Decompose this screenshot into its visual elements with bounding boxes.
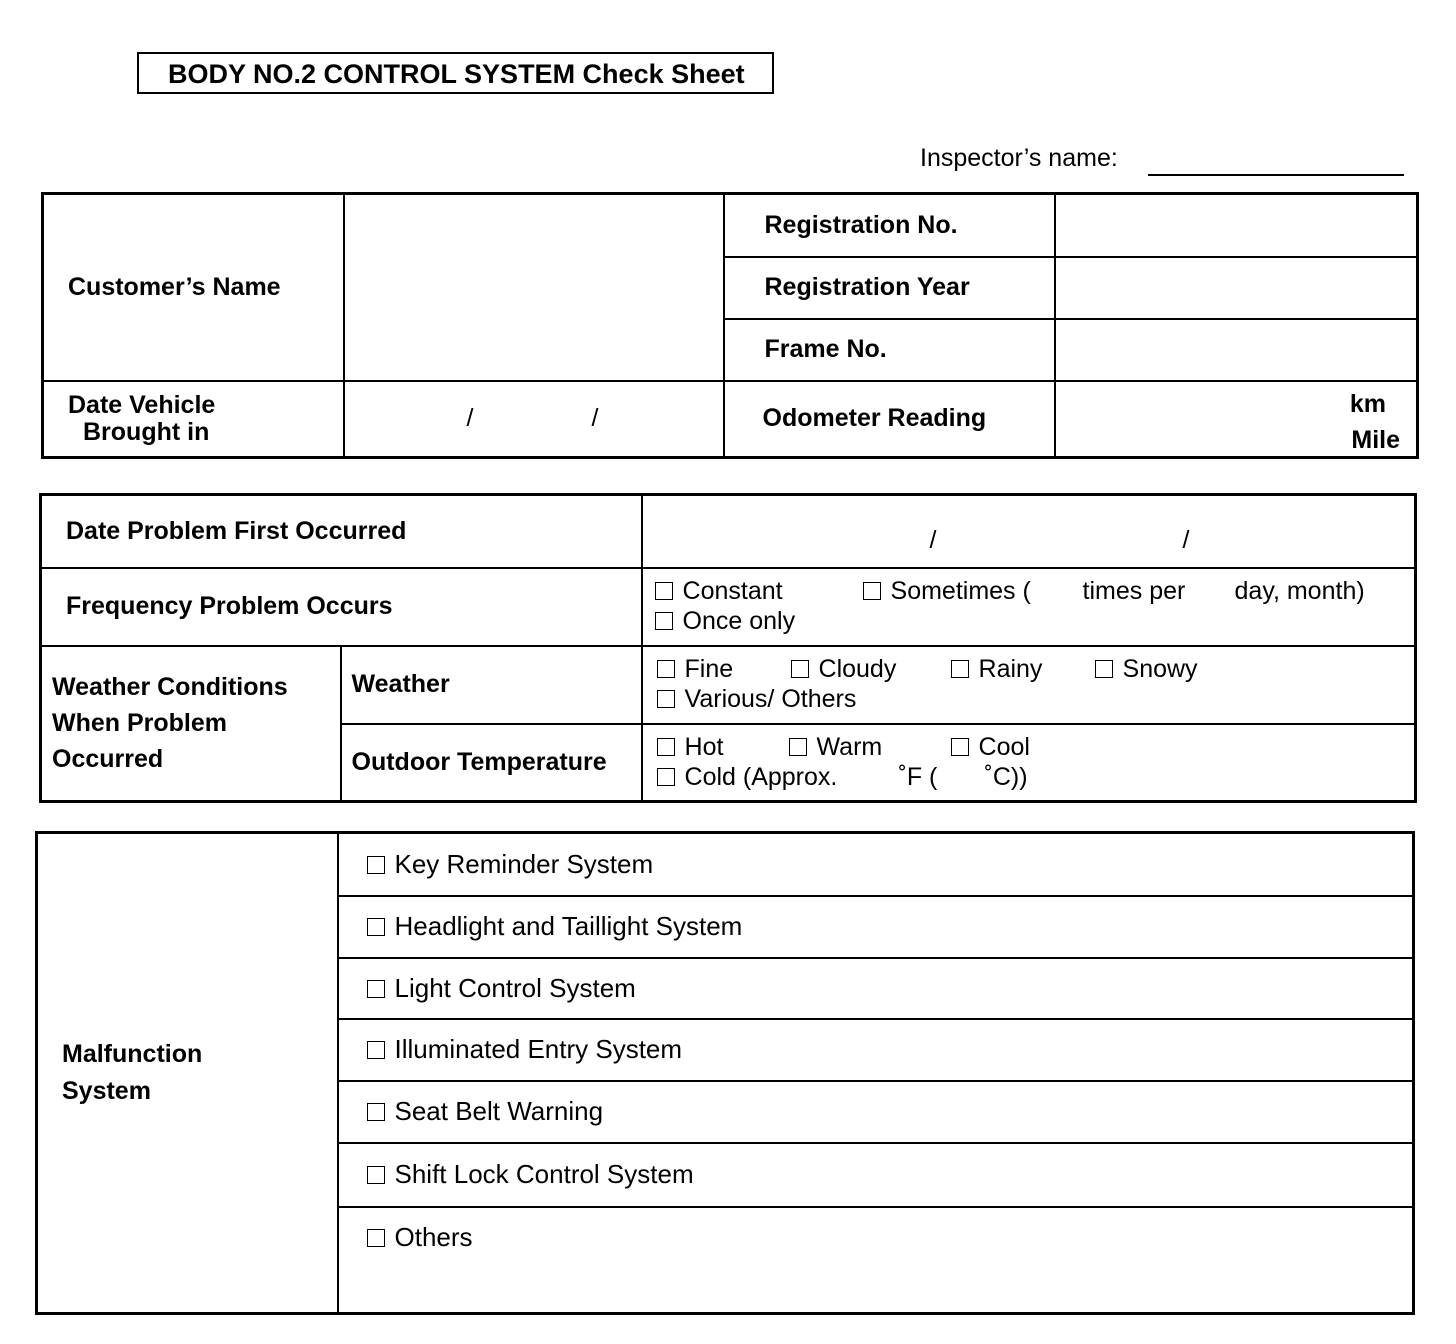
checkbox-icon[interactable] bbox=[1095, 660, 1113, 678]
weather-conditions-line3: Occurred bbox=[52, 745, 164, 774]
first-date-separator-2: / bbox=[1182, 526, 1190, 554]
registration-no-input[interactable] bbox=[1055, 194, 1418, 257]
checkbox-icon[interactable] bbox=[655, 612, 673, 630]
checkbox-icon[interactable] bbox=[367, 1166, 385, 1184]
odometer-input[interactable] bbox=[1055, 381, 1418, 458]
checkbox-icon[interactable] bbox=[367, 1041, 385, 1059]
registration-year-label: Registration Year bbox=[724, 257, 1055, 319]
checkbox-icon[interactable] bbox=[367, 1103, 385, 1121]
checkbox-icon[interactable] bbox=[655, 582, 673, 600]
weather-cloudy-option[interactable]: Cloudy bbox=[791, 655, 897, 684]
temperature-fahrenheit-text: ˚F ( bbox=[898, 762, 938, 791]
checkbox-icon[interactable] bbox=[951, 660, 969, 678]
date-separator-1: / bbox=[466, 403, 474, 432]
customer-name-label: Customer’s Name bbox=[43, 194, 344, 381]
malfunction-label-line1: Malfunction bbox=[62, 1040, 203, 1068]
frame-no-input[interactable] bbox=[1055, 319, 1418, 381]
malfunction-item-shift-lock[interactable]: Shift Lock Control System bbox=[338, 1143, 1414, 1207]
weather-fine-option[interactable]: Fine bbox=[657, 655, 734, 684]
customer-name-input[interactable] bbox=[344, 194, 724, 381]
malfunction-item-light-control[interactable]: Light Control System bbox=[338, 958, 1414, 1019]
checkbox-icon[interactable] bbox=[367, 918, 385, 936]
temperature-cold-option[interactable]: Cold (Approx. bbox=[657, 763, 838, 792]
weather-conditions-label bbox=[41, 646, 341, 802]
date-first-occurred-label: Date Problem First Occurred bbox=[41, 495, 642, 568]
date-separator-2: / bbox=[591, 403, 599, 432]
weather-rainy-option[interactable]: Rainy bbox=[951, 655, 1043, 684]
temperature-warm-option[interactable]: Warm bbox=[789, 733, 883, 762]
weather-conditions-line2: When Problem bbox=[52, 709, 228, 738]
temperature-cool-option[interactable]: Cool bbox=[951, 733, 1030, 762]
weather-options bbox=[642, 646, 1416, 724]
checkbox-icon[interactable] bbox=[657, 690, 675, 708]
malfunction-item-headlight-taillight[interactable]: Headlight and Taillight System bbox=[338, 896, 1414, 958]
inspector-label: Inspector’s name: bbox=[920, 144, 1118, 172]
checkbox-icon[interactable] bbox=[863, 582, 881, 600]
checkbox-icon[interactable] bbox=[367, 1229, 385, 1247]
checkbox-icon[interactable] bbox=[367, 856, 385, 874]
checkbox-icon[interactable] bbox=[951, 738, 969, 756]
malfunction-item-seat-belt-warning[interactable]: Seat Belt Warning bbox=[338, 1081, 1414, 1143]
malfunction-system-label bbox=[37, 833, 338, 1314]
frequency-options bbox=[642, 568, 1416, 646]
malfunction-system-table bbox=[35, 831, 1415, 1315]
problem-conditions-table bbox=[39, 493, 1417, 803]
weather-snowy-option[interactable]: Snowy bbox=[1095, 655, 1198, 684]
checkbox-icon[interactable] bbox=[367, 980, 385, 998]
odometer-unit-km: km bbox=[1349, 389, 1386, 418]
temperature-options bbox=[642, 724, 1416, 802]
checkbox-icon[interactable] bbox=[657, 660, 675, 678]
first-date-separator-1: / bbox=[929, 526, 937, 554]
frequency-label: Frequency Problem Occurs bbox=[41, 568, 642, 646]
registration-year-input[interactable] bbox=[1055, 257, 1418, 319]
inspector-name-field[interactable] bbox=[920, 144, 1118, 173]
odometer-unit-mile: Mile bbox=[1351, 425, 1400, 454]
frequency-once-only-option[interactable]: Once only bbox=[655, 607, 796, 636]
sheet-title: BODY NO.2 CONTROL SYSTEM Check Sheet bbox=[137, 52, 774, 94]
registration-no-label: Registration No. bbox=[724, 194, 1055, 257]
date-brought-in-label bbox=[43, 381, 344, 458]
frequency-day-month-text: day, month) bbox=[1234, 576, 1365, 605]
date-brought-in-line1: Date Vehicle bbox=[68, 390, 216, 419]
frequency-times-per-text: times per bbox=[1082, 576, 1186, 605]
date-brought-in-input[interactable] bbox=[344, 381, 724, 458]
checkbox-icon[interactable] bbox=[657, 768, 675, 786]
frequency-constant-option[interactable]: Constant bbox=[655, 577, 783, 606]
vehicle-info-table bbox=[41, 192, 1419, 459]
temperature-celsius-text: ˚C)) bbox=[984, 762, 1028, 791]
temperature-hot-option[interactable]: Hot bbox=[657, 733, 724, 762]
frequency-sometimes-option[interactable]: Sometimes ( bbox=[863, 577, 1031, 606]
date-first-occurred-input[interactable] bbox=[642, 495, 1416, 568]
weather-various-option[interactable]: Various/ Others bbox=[657, 685, 857, 714]
inspector-name-line[interactable] bbox=[1148, 174, 1404, 176]
malfunction-item-key-reminder[interactable]: Key Reminder System bbox=[338, 833, 1414, 896]
malfunction-label-line2: System bbox=[62, 1077, 151, 1105]
checkbox-icon[interactable] bbox=[791, 660, 809, 678]
malfunction-item-others[interactable]: Others bbox=[338, 1207, 1414, 1314]
weather-label: Weather bbox=[341, 646, 642, 724]
frame-no-label: Frame No. bbox=[724, 319, 1055, 381]
weather-conditions-line1: Weather Conditions bbox=[52, 673, 288, 702]
checkbox-icon[interactable] bbox=[657, 738, 675, 756]
malfunction-item-illuminated-entry[interactable]: Illuminated Entry System bbox=[338, 1019, 1414, 1081]
odometer-label: Odometer Reading bbox=[724, 381, 1055, 458]
outdoor-temperature-label: Outdoor Temperature bbox=[341, 724, 642, 802]
date-brought-in-line2: Brought in bbox=[83, 417, 210, 446]
checkbox-icon[interactable] bbox=[789, 738, 807, 756]
